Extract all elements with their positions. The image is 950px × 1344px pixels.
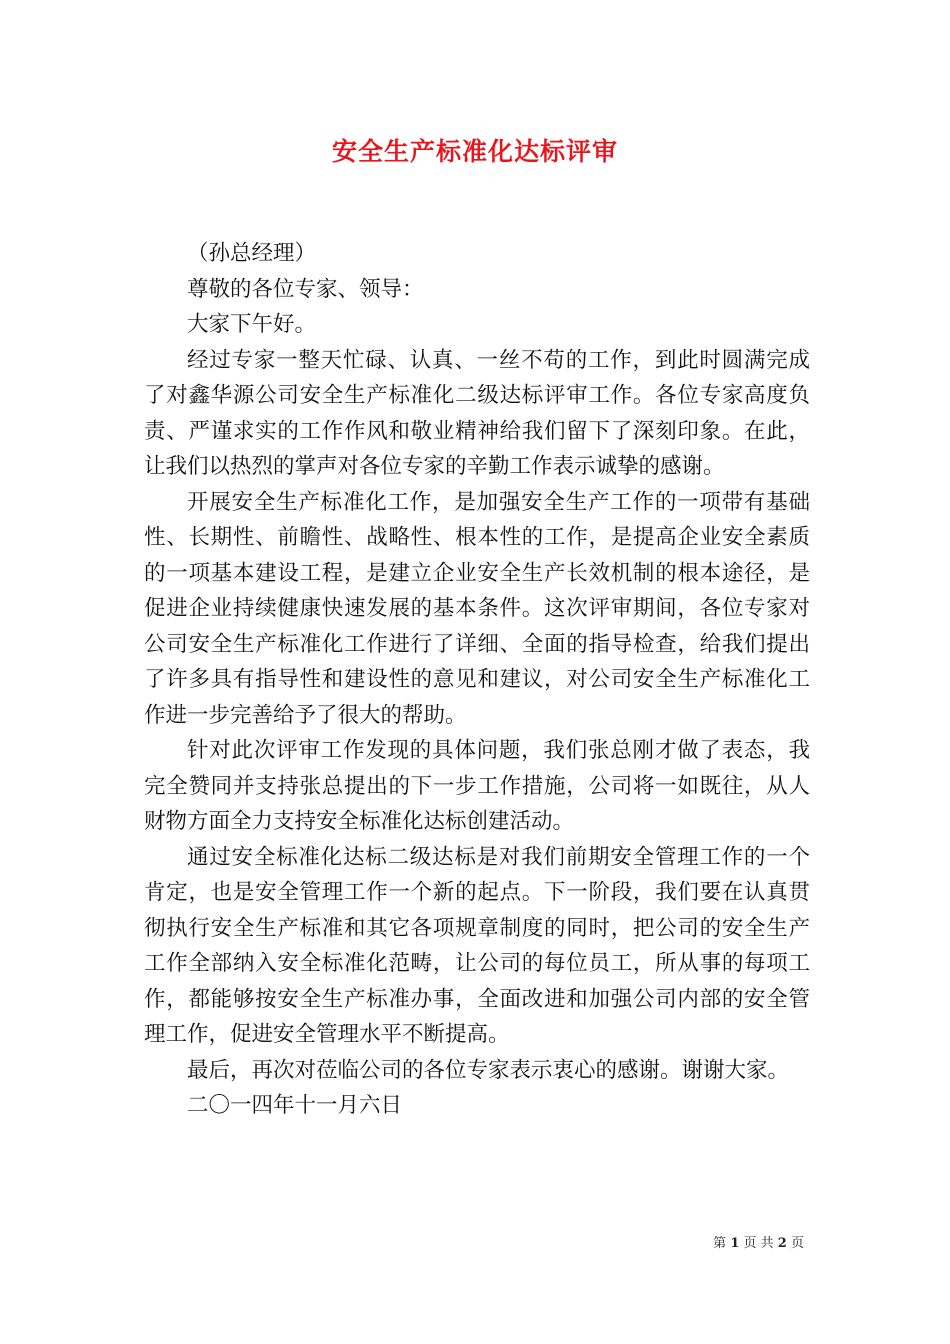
paragraph-thanks: 经过专家一整天忙碌、认真、一丝不苟的工作，到此时圆满完成了对鑫华源公司安全生产标准化二级达标评审工作。各位专家高度负责、严谨求实的工作作风和敬业精神给我们留下了深刻印象。在此，让我们以热烈的掌声对各位专家的辛勤工作表示诚挚的感谢。 — [144, 347, 810, 479]
footer-total-pages: 2 — [777, 1236, 787, 1251]
document-title: 安全生产标准化达标评审 — [331, 137, 618, 166]
footer-middle: 页 共 — [743, 1236, 774, 1251]
document-body — [144, 236, 810, 1124]
paragraph-next-steps: 通过安全标准化达标二级达标是对我们前期安全管理工作的一个肯定，也是安全管理工作一个新的起点。下一阶段，我们要在认真贯彻执行安全生产标准和其它各项规章制度的同时，把公司的安全生产工作全部纳入安全标准化范畴，让公司的每位员工，所从事的每项工作，都能够按安全生产标准办事，全面改进和加强公司内部的安全管理工作，促进安全管理水平不断提高。 — [144, 844, 810, 1047]
paragraph-support: 针对此次评审工作发现的具体问题，我们张总刚才做了表态，我完全赞同并支持张总提出的下一步工作措施，公司将一如既往，从人财物方面全力支持安全标准化达标创建活动。 — [144, 738, 810, 834]
paragraph-salutation: 尊敬的各位专家、领导： — [187, 276, 424, 302]
page-footer — [713, 1232, 804, 1251]
footer-current-page: 1 — [730, 1236, 740, 1251]
paragraph-closing: 最后，再次对莅临公司的各位专家表示衷心的感谢。谢谢大家。 — [187, 1057, 790, 1083]
footer-prefix: 第 — [713, 1236, 727, 1251]
paragraph-speaker: （孙总经理） — [187, 241, 317, 266]
paragraph-greeting: 大家下午好。 — [187, 312, 317, 337]
footer-suffix: 页 — [790, 1236, 804, 1251]
paragraph-significance: 开展安全生产标准化工作，是加强安全生产工作的一项带有基础性、长期性、前瞻性、战略性、根本性的工作，是提高企业安全素质的一项基本建设工程，是建立企业安全生产长效机制的根本途径，是促进企业持续健康快速发展的基本条件。这次评审期间，各位专家对公司安全生产标准化工作进行了详细、全面的指导检查，给我们提出了许多具有指导性和建设性的意见和建议，对公司安全生产标准化工作进一步完善给予了很大的帮助。 — [144, 489, 810, 728]
paragraph-date: 二〇一四年十一月六日 — [187, 1093, 403, 1118]
